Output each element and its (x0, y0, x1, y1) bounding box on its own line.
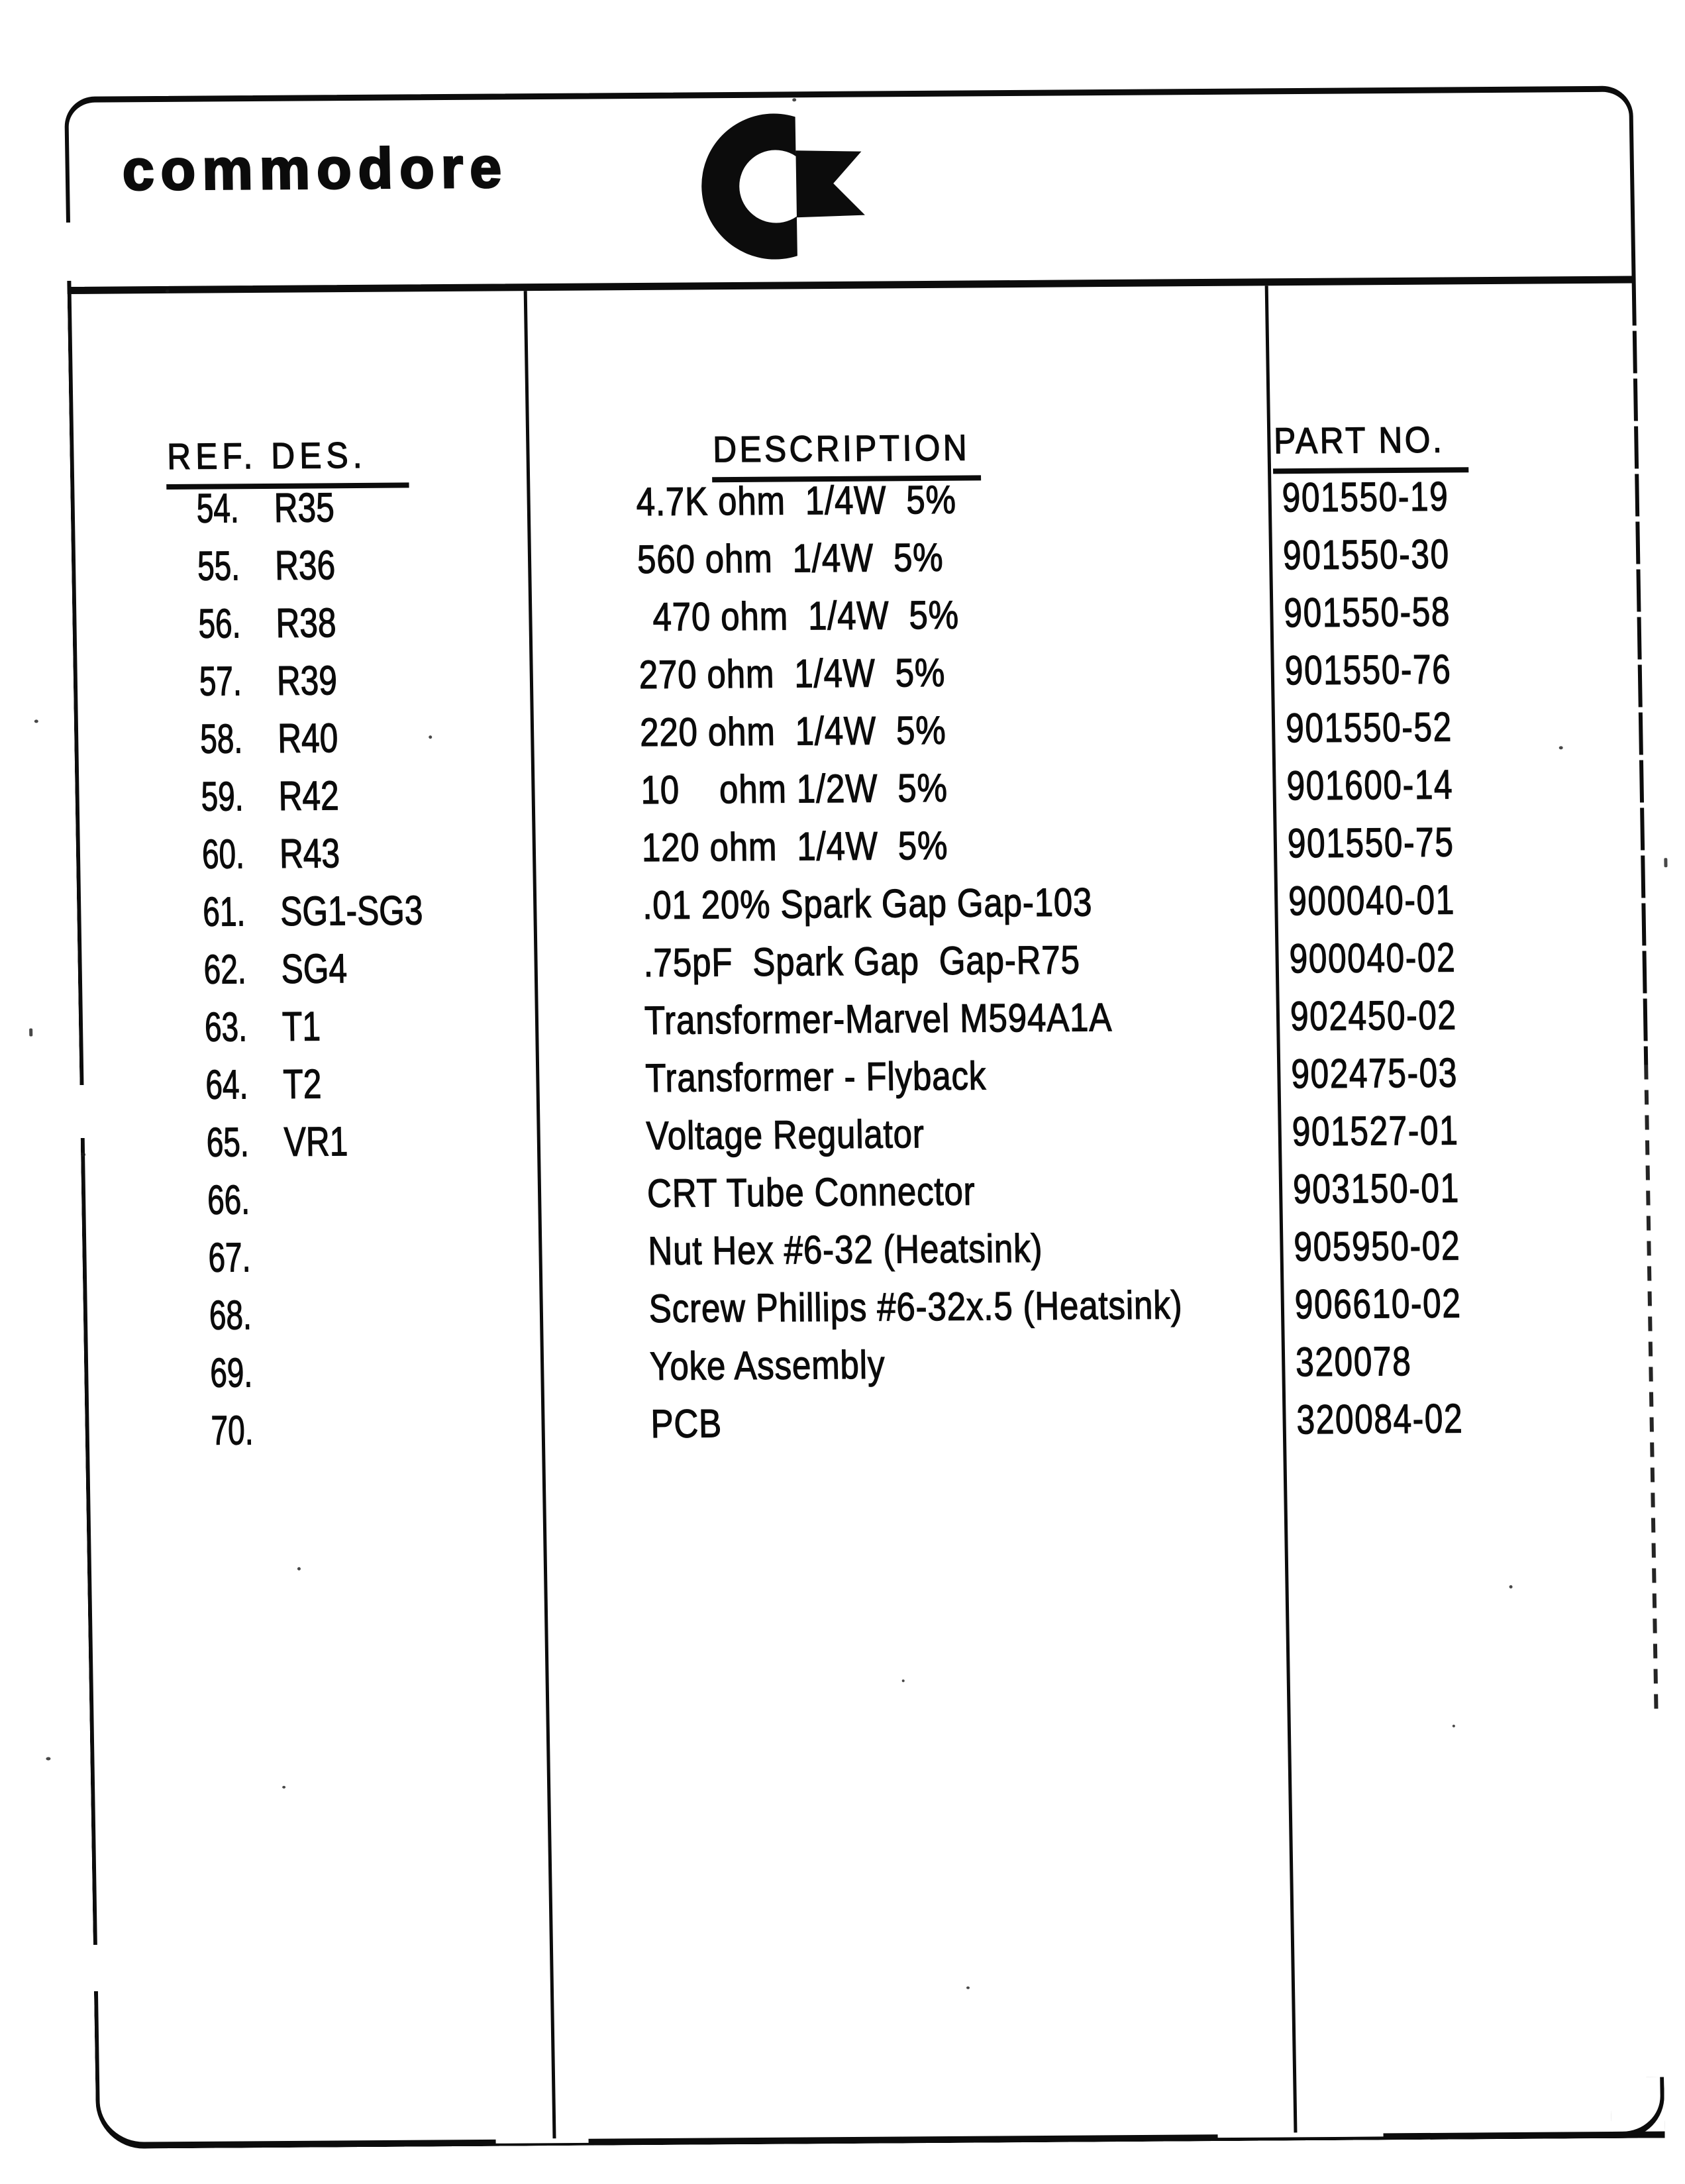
ref-designator-cell: R42 (278, 773, 340, 819)
ref-designator-cell: R40 (277, 715, 338, 762)
scan-speck (902, 1679, 905, 1682)
column-header-description: DESCRIPTION (711, 429, 981, 482)
part-number-cell: 905950-02 (1293, 1223, 1461, 1271)
ref-designator-cell: SG4 (281, 946, 348, 992)
ref-designator-cell (285, 1229, 286, 1286)
scan-speck (81, 1153, 85, 1157)
ref-designator-cell (287, 1344, 288, 1402)
ref-number-cell: 58. (199, 716, 243, 762)
scan-gap (92, 1945, 104, 1991)
description-cell: 120 ohm 1/4W 5% (641, 823, 948, 870)
ref-number-cell: 59. (201, 774, 244, 820)
description-cell: 220 ohm 1/4W 5% (639, 707, 947, 755)
table-row (21, 1392, 1685, 1461)
description-cell: 270 ohm 1/4W 5% (638, 650, 946, 698)
ref-number-cell: 62. (203, 947, 247, 993)
scan-speck (29, 1028, 32, 1036)
scan-speck (1559, 746, 1563, 749)
ref-designator-cell: T2 (282, 1061, 322, 1108)
ref-designator-cell: SG1-SG3 (280, 888, 423, 935)
ref-number-cell: 68. (209, 1292, 252, 1339)
part-number-cell: 320078 (1295, 1339, 1412, 1386)
ref-number-cell: 64. (205, 1062, 248, 1108)
scan-speck (1453, 1725, 1455, 1728)
ref-number-cell: 56. (197, 601, 241, 647)
ref-number-cell: 70. (211, 1408, 254, 1454)
ref-designator-cell (286, 1286, 287, 1344)
description-cell: 10 ohm 1/2W 5% (640, 765, 948, 813)
scan-speck (1664, 858, 1667, 867)
ref-number-cell: 69. (209, 1350, 253, 1396)
ref-number-cell: 66. (207, 1177, 250, 1223)
description-cell: Screw Phillips #6-32x.5 (Heatsink) (648, 1282, 1183, 1331)
part-number-cell: 901550-30 (1282, 531, 1451, 579)
description-cell: .01 20% Spark Gap Gap-103 (642, 880, 1093, 928)
scan-speck (282, 1786, 285, 1789)
part-number-cell: 901550-52 (1285, 704, 1453, 752)
part-number-cell: 902475-03 (1290, 1050, 1458, 1098)
scan-speck (297, 1567, 301, 1571)
ref-number-cell: 60. (201, 831, 245, 878)
part-number-cell: 901550-19 (1282, 474, 1449, 521)
scan-speck (34, 719, 38, 723)
commodore-c-logo-icon (699, 111, 866, 262)
scan-speck (966, 1987, 970, 1989)
ref-designator-cell: R35 (274, 485, 335, 531)
part-number-cell: 906610-02 (1294, 1280, 1462, 1328)
part-number-cell: 320084-02 (1296, 1396, 1464, 1443)
column-header-part-no: PART NO. (1272, 421, 1468, 474)
ref-designator-cell: R38 (275, 600, 337, 647)
parts-table (6, 470, 1685, 1461)
description-cell: 560 ohm 1/4W 5% (637, 535, 944, 582)
ref-number-cell: 65. (206, 1119, 250, 1166)
description-cell: Nut Hex #6-32 (Heatsink) (647, 1225, 1043, 1274)
part-number-cell: 901527-01 (1292, 1108, 1459, 1155)
part-number-cell: 900040-02 (1289, 935, 1456, 982)
part-number-cell: 901550-58 (1283, 589, 1451, 637)
ref-designator-cell: R39 (276, 658, 338, 704)
ref-number-cell: 61. (202, 889, 246, 935)
description-cell: Yoke Assembly (649, 1342, 886, 1389)
ref-designator-cell: T1 (281, 1004, 321, 1050)
ref-number-cell: 67. (208, 1235, 251, 1281)
description-cell: 4.7K ohm 1/4W 5% (636, 477, 957, 525)
ref-designator-cell: VR1 (283, 1119, 348, 1165)
description-cell: Transformer - Flyback (644, 1053, 987, 1101)
scan-speck (429, 735, 432, 739)
part-number-cell: 901550-75 (1287, 819, 1455, 867)
description-cell: .75pF Spark Gap Gap-R75 (643, 937, 1081, 986)
scan-gap (495, 2138, 588, 2144)
ref-number-cell: 54. (196, 486, 240, 532)
scan-speck (166, 289, 170, 293)
part-number-cell: 903150-01 (1292, 1165, 1460, 1213)
ref-designator-cell (288, 1402, 289, 1459)
part-number-cell: 900040-01 (1288, 877, 1456, 925)
column-header-ref-des: REF. DES. (166, 437, 409, 490)
ref-number-cell: 57. (199, 658, 242, 705)
description-cell: CRT Tube Connector (646, 1169, 976, 1216)
description-cell: PCB (650, 1401, 723, 1447)
description-cell: Transformer-Marvel M594A1A (644, 995, 1113, 1043)
scan-gap (64, 223, 74, 281)
part-number-cell: 901550-76 (1284, 647, 1452, 694)
scan-speck (792, 98, 796, 101)
scan-speck (1509, 1585, 1513, 1588)
description-cell: 470 ohm 1/4W 5% (652, 592, 960, 639)
ref-number-cell: 55. (197, 543, 240, 590)
part-number-cell: 901600-14 (1286, 762, 1454, 809)
ref-designator-cell: R36 (274, 543, 336, 589)
part-number-cell: 902450-02 (1290, 992, 1458, 1040)
ref-designator-cell: R43 (279, 831, 340, 877)
ref-number-cell: 63. (204, 1004, 248, 1051)
commodore-wordmark: commodore (122, 136, 509, 203)
scan-speck (46, 1757, 50, 1760)
description-cell: Voltage Regulator (646, 1112, 925, 1159)
